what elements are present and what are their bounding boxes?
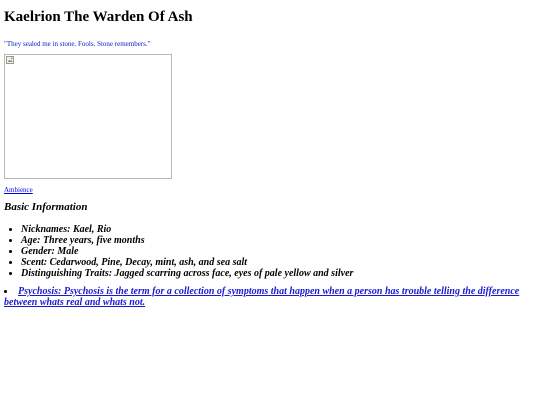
character-quote: "They sealed me in stone. Fools. Stone remembers." xyxy=(4,40,151,48)
info-gender: • Gender: Male xyxy=(21,246,536,257)
info-nicknames: • Nicknames: Kael, Rio xyxy=(21,224,536,235)
basic-info-list xyxy=(4,224,536,279)
broken-image-icon xyxy=(6,56,14,64)
info-age: • Age: Three years, five months xyxy=(21,235,536,246)
basic-information-heading: Basic Information xyxy=(4,201,88,213)
info-scent: • Scent: Cedarwood, Pine, Decay, mint, ash, and sea salt xyxy=(21,257,536,268)
character-image xyxy=(4,54,172,179)
info-distinguishing-traits: • Distinguishing Traits: Jagged scarring across face, eyes of pale yellow and silver xyxy=(21,268,536,279)
psychosis-item xyxy=(4,286,536,308)
psychosis-list xyxy=(4,286,536,308)
psychosis-link[interactable]: Psychosis: Psychosis is the term for a collection of symptoms that happen when a person has trouble telling the difference between whats real and whats not. xyxy=(4,286,520,308)
page-title: Kaelrion The Warden Of Ash xyxy=(4,9,193,25)
ambience-link[interactable]: Ambience xyxy=(4,186,33,194)
